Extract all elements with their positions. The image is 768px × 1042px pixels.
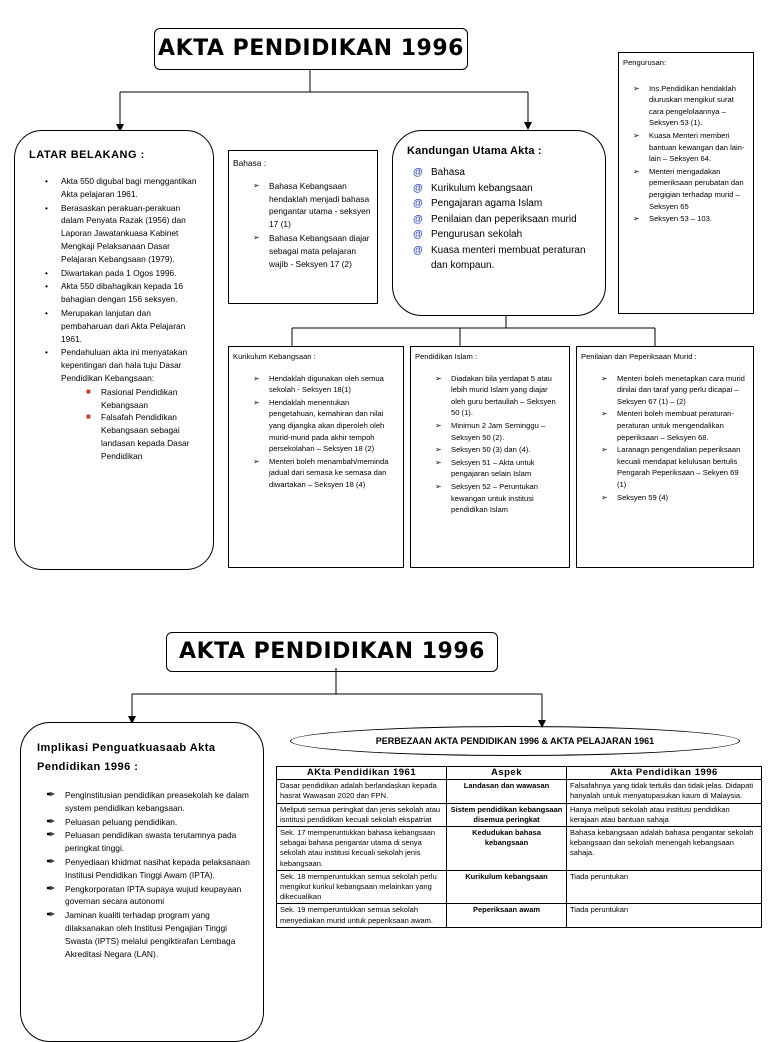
- table-cell: Tiada peruntukan: [567, 870, 762, 904]
- bahasa-box: [228, 150, 378, 304]
- list-item: ➢ Seksyen 59 (4): [597, 492, 747, 504]
- list-item: ➢ Menteri mengadakan pemeriksaan perubatan dan pergigian terhadap murid – Seksyen 65: [629, 166, 749, 212]
- list-item: ➢ Diadakan bila yerdapat 5 atau lebih murid Islam yang diajar oleh guru bertauliah – Seksyen 50 (1).: [431, 373, 563, 419]
- table-header: Aspek: [447, 767, 567, 780]
- perbezaan-title: PERBEZAAN AKTA PENDIDIKAN 1996 & AKTA PELAJARAN 1961: [375, 736, 655, 746]
- table-cell: Tiada peruntukan: [567, 904, 762, 927]
- latar-belakang-list: [29, 175, 203, 385]
- list-item: • Diwartakan pada 1 Ogos 1996.: [39, 267, 203, 280]
- list-item: • Berasaskan perakuan-perakuan dalam Penyata Razak (1956) dan Laporan Jawatankuasa Kabinet Mengkaji Pelaksanaan Dasar Pelajaran Kebangsaan (1979).: [39, 202, 203, 266]
- latar-belakang-heading: LATAR BELAKANG :: [29, 149, 145, 161]
- table-header-row: [277, 767, 762, 780]
- table-cell: Sek. 17 memperuntukkan bahasa kebangsaan sebagai bahasa pengantar utama di senya sekolah atau institusi kecuali sekolah jenis kebangsaan.: [277, 827, 447, 871]
- table-row: [277, 827, 762, 871]
- perbezaan-table-wrap: [276, 766, 762, 1024]
- table-cell: Peperiksaan awam: [447, 904, 567, 927]
- perbezaan-table: [276, 766, 762, 928]
- penilaian-heading: Penilaian dan Peperiksaan Murid :: [581, 352, 697, 361]
- pengurusan-list: [623, 83, 749, 225]
- table-row: [277, 870, 762, 904]
- kurikulum-list: [233, 373, 397, 491]
- list-item: ➢ Menteri boleh menetapkan cara murid dinilai dan taraf yang perlu dicapai – Seksyen 67 (1) – (2): [597, 373, 747, 408]
- list-item: ➢ Hendaklah menentukan pengetahuan, kemahiran dan nilai yang dijangka akan diperoleh oleh murid-murid pada akhir tempoh persekolahan – Seksyen 18 (2): [249, 397, 397, 455]
- list-item: ■ Rasional Pendidikan Kebangsaan: [83, 386, 203, 412]
- list-item: ➢ Menteri boleh membuat peraturan-peraturan untuk mengendalikan peperiksaan – Seksyen 68.: [597, 408, 747, 443]
- latar-belakang-box: [14, 130, 214, 570]
- table-cell: Hanya meliputi sekolah atau institusi pendidikan kerajaan atau bantuan sahaja: [567, 803, 762, 826]
- list-item: ➢ Bahasa Kebangsaan hendaklah menjadi bahasa pengantar utama - seksyen 17 (1): [249, 180, 371, 231]
- page-title: AKTA PENDIDIKAN 1996: [154, 28, 468, 70]
- list-item: @ Bahasa: [411, 165, 595, 181]
- islam-heading: Pendidikan Islam :: [415, 352, 478, 361]
- kandungan-utama-box: [392, 130, 606, 316]
- table-cell: Sistem pendidikan kebangsaan disemua peringkat: [447, 803, 567, 826]
- list-item: ➢ Ins.Pendidikan hendaklah diuruskan mengikut surat cara pengelolaannya – Seksyen 53 (1).: [629, 83, 749, 129]
- list-item: • Merupakan lanjutan dan pembaharuan dari Akta Pelajaran 1961.: [39, 307, 203, 345]
- table-cell: Sek. 18 memperuntukkan semua sekolah perlu mengikut kurikul kebangsaan melainkan yang dikecualikan: [277, 870, 447, 904]
- latar-belakang-sublist: [29, 386, 203, 463]
- table-cell: Landasan dan wawasan: [447, 780, 567, 803]
- table-cell: Sek. 19 memperuntukkan semua sekolah menyediakan murid untuk peperiksaan awam.: [277, 904, 447, 927]
- section-title: AKTA PENDIDIKAN 1996: [166, 632, 498, 672]
- list-item: ➢ Minimun 2 Jam Seminggu – Seksyen 50 (2).: [431, 420, 563, 443]
- bahasa-list: [233, 180, 371, 271]
- kandungan-list: [407, 165, 595, 274]
- table-cell: Meliputi semua peringkat dan jenis sekolah atau isntitusi pendidikan kecuali sekolah ekspatriat: [277, 803, 447, 826]
- table-header: Akta Pendidikan 1996: [567, 767, 762, 780]
- table-cell: Bahasa kebangsaan adalah bahasa pengantar sekolah kebangsaan dan sekolah menengah kebangsaan sahaja.: [567, 827, 762, 871]
- list-item: ➢ Seksyen 51 – Akta untuk pengajaran selain Islam: [431, 457, 563, 480]
- kurikulum-box: [228, 346, 404, 568]
- list-item: @ Penilaian dan peperiksaan murid: [411, 212, 595, 228]
- kandungan-heading: Kandungan Utama Akta :: [407, 145, 542, 157]
- pengurusan-box: [618, 52, 754, 314]
- list-item: ■ Falsafah Pendidikan Kebangsaan sebagai landasan kepada Dasar Pendidikan: [83, 411, 203, 462]
- list-item: ✒ Peluasan peluang pendidikan.: [45, 816, 253, 829]
- kurikulum-heading: Kurikulum Kebangsaan :: [233, 352, 316, 361]
- penilaian-list: [581, 373, 747, 504]
- table-cell: Kedudukan bahasa kebangsaan: [447, 827, 567, 871]
- implikasi-list: [37, 789, 253, 960]
- list-item: ✒ Peluasan pendidikan swasta terutamnya pada peringkat tinggi.: [45, 829, 253, 855]
- list-item: ✒ Pengkorporatan IPTA supaya wujud keupayaan governan secara autonomi: [45, 883, 253, 909]
- table-row: [277, 780, 762, 803]
- table-cell: Dasar pendidikan adalah berlandaskan kepada hasrat Wawasan 2020 dan FPN.: [277, 780, 447, 803]
- perbezaan-title-oval: [290, 726, 740, 756]
- list-item: @ Pengurusan sekolah: [411, 227, 595, 243]
- list-item: ✒ Penginstitusian pendidikan preasekolah ke dalam system pendidikan kebangsaan.: [45, 789, 253, 815]
- pendidikan-islam-box: [410, 346, 570, 568]
- table-cell: Falsafahnya yang tidak tertulis dan tidak jelas. Didapati hanyalah untuk menyatupasukan kaum di Malaysia.: [567, 780, 762, 803]
- list-item: • Akta 550 dibahagikan kepada 16 bahagian dengan 156 seksyen.: [39, 280, 203, 306]
- list-item: @ Kurikulum kebangsaan: [411, 181, 595, 197]
- list-item: • Akta 550 digubal bagi menggantikan Akta pelajaran 1961.: [39, 175, 203, 201]
- list-item: • Pendahuluan akta ini menyatakan kepentingan dan hala tuju Dasar Pendidikan Kebangsaan:: [39, 346, 203, 384]
- bahasa-heading: Bahasa :: [233, 158, 267, 168]
- list-item: @ Pengajaran agama Islam: [411, 196, 595, 212]
- list-item: ➢ Laranagn pengendalian peperiksaan kecuali mendapat kelulusan bertulis Pengarah Peperiksaan – Sekyen 69 (1): [597, 444, 747, 490]
- pengurusan-heading: Pengurusan:: [623, 58, 667, 67]
- table-row: [277, 904, 762, 927]
- list-item: @ Kuasa menteri membuat peraturan dan kompaun.: [411, 243, 595, 274]
- table-header: AKta Pendidikan 1961: [277, 767, 447, 780]
- penilaian-box: [576, 346, 754, 568]
- list-item: ➢ Seksyen 52 – Peruntukan kewangan untuk institusi pendidikan Islam: [431, 481, 563, 516]
- list-item: ➢ Menteri boleh menambah/meminda jadual dari semasa ke semasa dan diwartakan – Seksyen 18 (4): [249, 456, 397, 491]
- list-item: ✒ Penyediaan khidmat nasihat kepada pelaksanaan Institusi Pendidikan Tinggi Awam (IPTA).: [45, 856, 253, 882]
- list-item: ✒ Jaminan kualiti terhadap program yang dilaksanakan oleh Institusi Pengajian Tinggi Swasta (IPTS) melalui pengiktirafan Lembaga Akreditasi Negara (LAN).: [45, 909, 253, 960]
- list-item: ➢ Seksyen 50 (3) dan (4).: [431, 444, 563, 456]
- table-cell: Kurikulum kebangsaan: [447, 870, 567, 904]
- list-item: ➢ Hendaklah digunakan oleh semua sekolah - Seksyen 18(1): [249, 373, 397, 396]
- list-item: ➢ Bahasa Kebangsaan diajar sebagai mata pelajaran wajib - Seksyen 17 (2): [249, 232, 371, 270]
- list-item: ➢ Seksyen 53 – 103.: [629, 213, 749, 225]
- table-row: [277, 803, 762, 826]
- implikasi-heading: Implikasi Penguatkuasaab Akta Pendidikan 1996 :: [37, 742, 216, 773]
- islam-list: [415, 373, 563, 516]
- implikasi-box: [20, 722, 264, 1042]
- list-item: ➢ Kuasa Menteri memberi bantuan kewangan dan lain-lain – Seksyen 64.: [629, 130, 749, 165]
